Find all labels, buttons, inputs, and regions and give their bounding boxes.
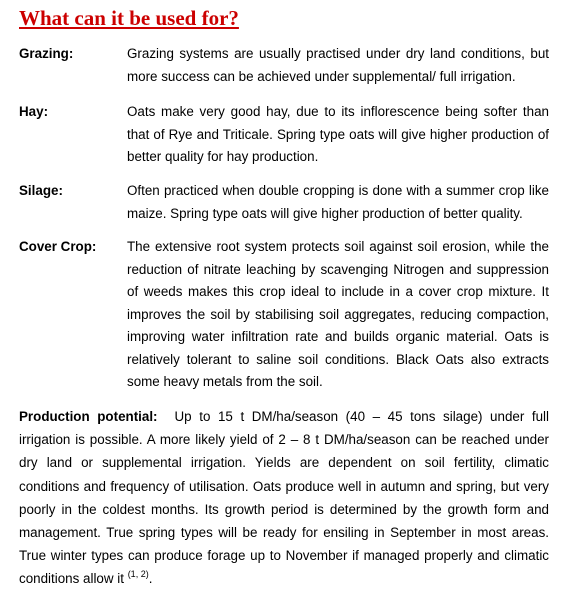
production-potential	[19, 405, 549, 591]
use-description: Often practiced when double cropping is done with a summer crop like maize. Spring type oats will give higher production of better quality.	[127, 183, 549, 221]
production-term: Production potential:	[19, 409, 158, 424]
use-cover-crop	[19, 236, 549, 394]
use-silage	[19, 180, 549, 225]
use-grazing	[19, 43, 549, 88]
reference-superscript: (1, 2)	[127, 569, 149, 580]
use-description: The extensive root system protects soil against soil erosion, while the reduction of nitrate leaching by scavenging Nitrogen and suppression of weeds makes this crop ideal to include in a cover crop mixture. It improves the soil by stabilising soil aggregates, reducing compaction, improving water infiltration rate and builds organic material. Oats is relatively tolerant to saline soil conditions. Black Oats also extracts some heavy metals from the soil.	[127, 239, 549, 389]
section-title: What can it be used for?	[19, 6, 239, 30]
use-hay	[19, 101, 549, 169]
use-term: Cover Crop:	[19, 239, 97, 254]
use-term: Hay:	[19, 104, 49, 119]
use-term: Grazing:	[19, 46, 74, 61]
use-description: Grazing systems are usually practised under dry land conditions, but more success can be achieved under supplemental/ full irrigation.	[127, 46, 549, 84]
use-term: Silage:	[19, 183, 63, 198]
use-description: Oats make very good hay, due to its inflorescence being softer than that of Rye and Triticale. Spring type oats will give higher production of better quality for hay production.	[127, 104, 549, 164]
production-text: Up to 15 t DM/ha/season (40 – 45 tons silage) under full irrigation is possible. A more likely yield of 2 – 8 t DM/ha/season can be reached under dry land or supplemental irrigation. Yields are dependent on soil fertility, climatic conditions and frequency of utilisation. Oats produce well in autumn and spring, but very poorly in the coldest months. Its growth period is determined by the growth form and management. True spring types will be ready for ensiling in September in most areas. True winter types can produce forage up to November if managed properly and climatic conditions allow it	[19, 409, 550, 587]
production-end: .	[148, 571, 153, 587]
